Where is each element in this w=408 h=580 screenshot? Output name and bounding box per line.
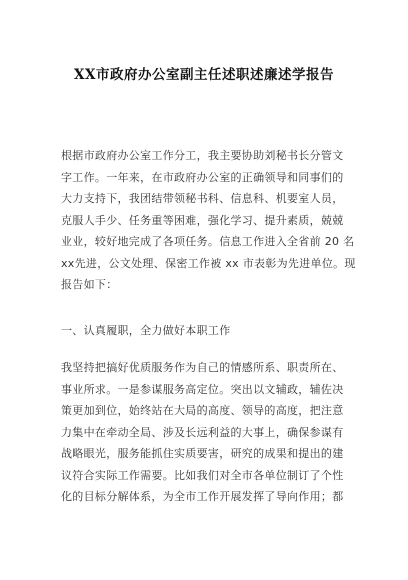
text-line: 化的目标分解体系，为全市工作开展发挥了导向作用；都 xyxy=(61,490,344,503)
text-line: 力集中在牵动全局、涉及长远利益的大事上，确保参谋有 xyxy=(61,425,344,439)
text-line: 战略眼光，服务能抓住实质要害，研究的成果和提出的建 xyxy=(61,447,344,460)
text-line: 根据市政府办公室工作分工，我主要协助刘秘书长分管文 xyxy=(61,149,344,162)
text-line: 业业，较好地完成了各项任务。信息工作进入全省前 20 名 xyxy=(61,235,355,248)
text-line: xx先进，公文处理、保密工作被 xx 市表彰为先进单位。现 xyxy=(61,256,356,270)
text-line: 事业所求。一是参谋服务高定位。突出以文辅政，辅佐决 xyxy=(61,382,344,396)
text-line: 字工作。一年来，在市政府办公室的正确领导和同事们的 xyxy=(61,170,344,184)
text-line: 议符合实际工作需要。比如我们对全市各单位制订了个性 xyxy=(61,468,344,482)
text-line: 大力支持下，我团结带领秘书科、信息科、机要室人员， xyxy=(61,192,344,205)
document-title: XX市政府办公室副主任述职述廉述学报告 xyxy=(74,67,334,83)
paragraph-body xyxy=(61,357,357,508)
text-line: 报告如下： xyxy=(61,278,118,291)
paragraph-intro xyxy=(61,145,357,296)
section-heading: 一、认真履职，全力做好本职工作 xyxy=(61,324,231,337)
text-line: 克服人手少、任务重等困难，强化学习、提升素质，兢兢 xyxy=(61,213,344,227)
text-line: 策更加到位，始终站在大局的高度、领导的高度，把注意 xyxy=(61,404,344,417)
text-line: 我坚持把搞好优质服务作为自己的情感所系、职责所在、 xyxy=(61,361,344,374)
